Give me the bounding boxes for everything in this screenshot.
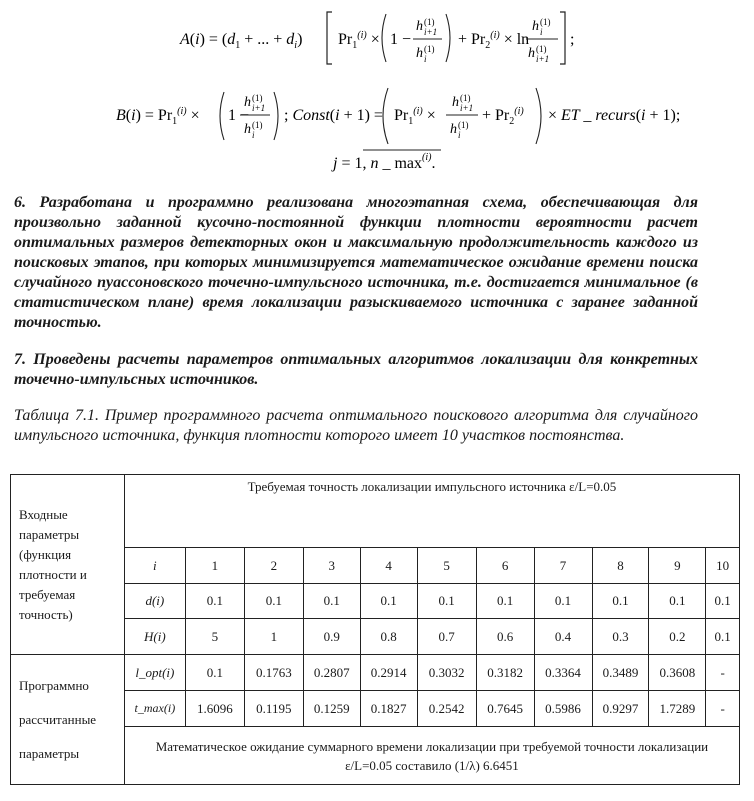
cell-lopt-8: 0.3489 [592, 655, 649, 691]
cell-h-2: 1 [244, 619, 303, 655]
svg-text:h: h [244, 95, 251, 110]
cell-lopt-10: - [706, 655, 740, 691]
cell-d-10: 0.1 [706, 584, 740, 619]
svg-text:(1): (1) [540, 17, 551, 27]
formula-j [333, 146, 453, 174]
cell-i-9: 9 [649, 548, 706, 584]
cell-i-7: 7 [534, 548, 592, 584]
cell-i-10: 10 [706, 548, 740, 584]
row-label-d: d(i) [124, 584, 185, 619]
formula-a-graphic [180, 4, 600, 70]
svg-text:h: h [528, 46, 535, 61]
svg-text:i+1: i+1 [536, 54, 550, 64]
cell-i-2: 2 [244, 548, 303, 584]
svg-text:;: ; [570, 31, 575, 48]
cell-lopt-1: 0.1 [185, 655, 244, 691]
svg-text:1 −: 1 − [228, 107, 250, 124]
table-caption: Таблица 7.1. Пример программного расчета оптимального поискового алгоритма для случайного импульсного источника, функция плотности которого имеет 10 участков постоянства. [14, 407, 698, 444]
row-label-tmax: t_max(i) [124, 691, 185, 727]
row-label-i: i [124, 548, 185, 584]
cell-h-4: 0.8 [360, 619, 417, 655]
cell-d-4: 0.1 [360, 584, 417, 619]
svg-text:h: h [450, 122, 457, 137]
cell-tmax-8: 0.9297 [592, 691, 649, 727]
cell-d-9: 0.1 [649, 584, 706, 619]
cell-h-3: 0.9 [303, 619, 360, 655]
svg-text:i+1: i+1 [460, 103, 474, 113]
svg-text:A(i) = (d1 + ... + di): $A(i) = (d_1$ + ... + $d_i$) [180, 31, 303, 51]
row-label-h: H(i) [124, 619, 185, 655]
svg-text:i: i [458, 130, 461, 140]
svg-text:i: i [252, 130, 255, 140]
table-footer: Математическое ожидание суммарного времени локализации при требуемой точности локализации ε/L=0.05 составило (1/λ) 6.6451 [124, 727, 739, 785]
cell-lopt-4: 0.2914 [360, 655, 417, 691]
cell-d-3: 0.1 [303, 584, 360, 619]
cell-h-10: 0.1 [706, 619, 740, 655]
cell-lopt-3: 0.2807 [303, 655, 360, 691]
svg-text:h: h [416, 46, 423, 61]
cell-lopt-7: 0.3364 [534, 655, 592, 691]
output-label-line-1: Программно [19, 677, 89, 693]
svg-text:(1): (1) [424, 44, 435, 54]
svg-text:1 −: 1 − [390, 31, 412, 48]
cell-d-7: 0.1 [534, 584, 592, 619]
results-table [10, 474, 740, 785]
row-label-lopt: l_opt(i) [124, 655, 185, 691]
cell-h-9: 0.2 [649, 619, 706, 655]
output-label-line-3: параметры [19, 745, 80, 761]
table-header: Требуемая точность локализации импульсного источника ε/L=0.05 [124, 475, 739, 548]
svg-text:+ Pr2(i) × ln: + $Pr_2^{(i)} \times \ln$ [458, 30, 530, 51]
svg-text:(1): (1) [252, 93, 263, 103]
formula-b-graphic [116, 84, 681, 150]
svg-text:(1): (1) [424, 17, 435, 27]
cell-tmax-10: - [706, 691, 740, 727]
formula-a [180, 4, 600, 70]
cell-h-8: 0.3 [592, 619, 649, 655]
item-6-paragraph: 6. Разработана и программно реализована многоэтапная схема, обеспечивающая для произвольно заданной кусочно-постоянной функции плотности вероятности расчет оптимальных размеров детекторных окон и максимальную продолжительность каждого из поисковых этапов, при которых минимизируется математическое ожидание времени поиска случайного пуассоновского точечно-импульсного источника, т.е. достигается минимальное (в статистическом плане) время локализации разыскиваемого источника с заранее заданной точностью. [14, 194, 698, 331]
cell-d-2: 0.1 [244, 584, 303, 619]
cell-d-6: 0.1 [476, 584, 534, 619]
svg-text:+ Pr2(i): + $Pr_2^{(i)}$ [482, 106, 524, 127]
svg-text:h: h [532, 19, 539, 34]
cell-tmax-6: 0.7645 [476, 691, 534, 727]
item-7-paragraph: 7. Проведены расчеты параметров оптимальных алгоритмов локализации для конкретных точечно-импульсных источников. [14, 351, 698, 388]
svg-text:i+1: i+1 [424, 27, 438, 37]
cell-h-1: 5 [185, 619, 244, 655]
cell-lopt-9: 0.3608 [649, 655, 706, 691]
formula-j-graphic [333, 146, 453, 174]
svg-text:(1): (1) [460, 93, 471, 103]
input-params-label: Входные параметры (функция плотности и требуемая точность) [11, 475, 125, 655]
cell-d-8: 0.1 [592, 584, 649, 619]
svg-text:Pr1(i) ×: $Pr_1^{(i)}$ × [338, 30, 380, 51]
cell-tmax-2: 0.1195 [244, 691, 303, 727]
cell-tmax-9: 1.7289 [649, 691, 706, 727]
cell-i-8: 8 [592, 548, 649, 584]
svg-text:h: h [244, 122, 251, 137]
cell-tmax-5: 0.2542 [417, 691, 476, 727]
svg-text:; Const(i + 1) =: ; Const(i + 1) = [284, 107, 383, 124]
cell-lopt-6: 0.3182 [476, 655, 534, 691]
svg-text:i: i [540, 27, 543, 37]
cell-i-6: 6 [476, 548, 534, 584]
svg-text:(1): (1) [458, 120, 469, 130]
svg-text:h: h [416, 19, 423, 34]
cell-tmax-7: 0.5986 [534, 691, 592, 727]
svg-text:h: h [452, 95, 459, 110]
cell-lopt-2: 0.1763 [244, 655, 303, 691]
cell-lopt-5: 0.3032 [417, 655, 476, 691]
cell-tmax-1: 1.6096 [185, 691, 244, 727]
output-params-label [11, 655, 125, 785]
svg-text:× ET _ recurs(i + 1);: × ET _ recurs(i + 1); [548, 107, 681, 124]
svg-text:(1): (1) [536, 44, 547, 54]
formula-b [116, 84, 681, 150]
cell-d-5: 0.1 [417, 584, 476, 619]
cell-i-5: 5 [417, 548, 476, 584]
output-label-line-2: рассчитанные [19, 711, 97, 727]
cell-i-4: 4 [360, 548, 417, 584]
cell-h-7: 0.4 [534, 619, 592, 655]
svg-text:(1): (1) [252, 120, 263, 130]
cell-d-1: 0.1 [185, 584, 244, 619]
cell-h-5: 0.7 [417, 619, 476, 655]
cell-i-1: 1 [185, 548, 244, 584]
row-lopt [11, 655, 740, 691]
cell-tmax-3: 0.1259 [303, 691, 360, 727]
svg-text:Pr1(i) ×: $Pr_1^{(i)}$ × [394, 106, 436, 127]
cell-h-6: 0.6 [476, 619, 534, 655]
svg-text:B(i) = Pr1(i) ×: $B(i) = Pr_1^{(i)}$ × [116, 106, 200, 127]
cell-i-3: 3 [303, 548, 360, 584]
svg-text:j = 1, n _ max(i).: j = 1, n _ $\max^{(i)}$. [333, 152, 436, 172]
cell-tmax-4: 0.1827 [360, 691, 417, 727]
svg-text:i: i [424, 54, 427, 64]
svg-text:i+1: i+1 [252, 103, 266, 113]
